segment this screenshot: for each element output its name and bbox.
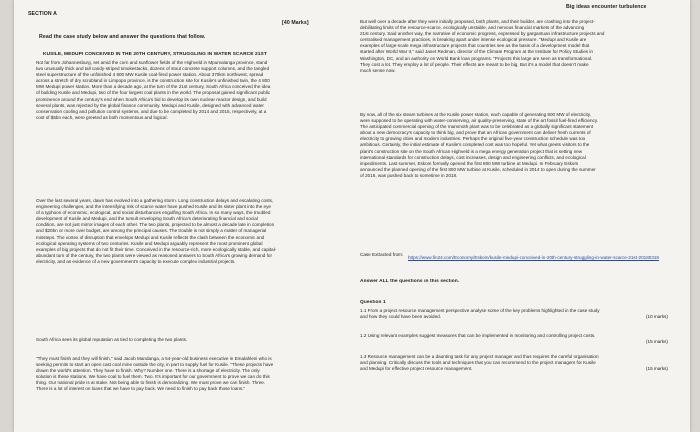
text-line: MW Medupi power station. More than a decade ago, at the turn of the 21st century, South Africa conceived the idea	[36, 84, 271, 90]
text-line: impediments. Last summer, Eskom formally opened the first 800 MW turbine at Medupi. In February Eskom	[360, 160, 579, 166]
case-title: KUSILE, MEDUPI CONCEIVED IN THE 20TH CENTURY, STRUGGLING IN WATER SCARCE 21ST	[43, 52, 267, 57]
text-line: prominence around the century's end when South Africa's bid to develop its own nuclear reactor design, and build	[36, 96, 267, 102]
text-line: By now, all of the six steam turbines at the Kusile power station, each capable of generating 800 MW of electricity,	[360, 112, 591, 117]
text-line: two unusually thick and tall candy-striped smokestacks, dozens of stout concrete support columns, and the tangled	[36, 66, 270, 72]
text-line: 1.2 Using relevant examples suggest measures that can be implemented in monitoring and controlling project costs.	[360, 333, 596, 338]
text-line: There is a lot of interest on loans that we have to pay back. We need to finish to pay back those loans."	[36, 386, 246, 392]
text-line: cost of $5bn each, were greeted as both momentous and logical.	[36, 114, 168, 120]
question-1-2-marks: (15 marks)	[646, 339, 668, 344]
text-line: 21st century. Said another way, the narrative of economic progress, expressed by gargantuan infrastructure projects and	[360, 31, 605, 37]
text-line: South Africa sees its global reputation as tied to completing the two plants.	[36, 337, 188, 342]
text-line: and $20bn or more over budget, are among the principal causes. The trouble is not simply a matter of managerial	[36, 228, 267, 234]
text-line: seeking permits to start an open cast coal mine outside the city, in part to supply fuel for Kusile. "These projects have	[36, 362, 274, 368]
text-line: Washington, DC, and an authority on World Bank loan programs. "Projects this large are seen as transformational.	[360, 55, 593, 61]
text-line: about a new democracy's capacity to think big, and prove that an African government can deliver fresh currents of	[360, 130, 591, 136]
source-link[interactable]	[408, 252, 678, 261]
case-paragraph-3	[36, 337, 342, 343]
question-1-1-marks: (10 marks)	[646, 314, 668, 319]
right-paragraph-2	[360, 112, 682, 179]
section-marks: [40 Marks]	[282, 20, 309, 26]
text-line: solution is these stations. We have coal to fuel them. Two. It's important for our government to prove we can do this	[36, 374, 270, 380]
section-heading: SECTION A	[28, 11, 57, 17]
text-line: several plants, was rejected by the global finance community. Medupi and Kusile, designed with advanced water	[36, 102, 264, 108]
text-line: drawn the world's attention. They have to finish. Why? Number one. There is a shortage of electricity. The only	[36, 368, 260, 374]
text-line: of a typhoon of economic, ecological, and social disturbances engulfing South Africa. In so many ways, the troubled	[36, 210, 271, 216]
case-paragraph-1	[36, 60, 342, 121]
exam-page	[14, 0, 690, 432]
source-url[interactable]: https://www.fin24.com/Economy/Eskom/kusile-medupi-conceived-in-20th-century-struggling-in-water-scarce-21st-20180318	[408, 255, 659, 260]
text-line: condition, are not just mirror images of each other. The two plants, projected to be almost a decade late in completion	[36, 222, 275, 228]
text-line: Not far from Johannesburg, set amid the corn and sunflower fields of the Highveld in Mpumalanga province, stand	[36, 60, 268, 65]
text-line: The anticipated commercial opening of the mammoth plant was to be celebrated as a globally significant statement	[360, 124, 594, 130]
question-1-label: Question 1	[360, 300, 386, 305]
text-line: 1.1 From a project resource management perspective analyse some of the key problems highlighted in the case study	[360, 308, 600, 313]
text-line: were supposed to be operating with water-conserving, air quality-preserving, state of the art fossil fuel-fired efficiency.	[360, 118, 599, 124]
question-1-3-marks: (15 marks)	[646, 366, 668, 371]
text-line: debilitating limits of the resource-scarce, ecologically unstable, and nervous financial markets of the advancing	[360, 25, 585, 31]
text-line: ambitious. Certainly, the initial estimate of Kusile's completed cost was too hopeful. Yet what greets visitors to the	[360, 142, 590, 148]
right-paragraph-1	[360, 19, 682, 74]
question-1-1	[360, 308, 682, 320]
text-line: development of Kusile and Medupi, and the tumult enveloping South Africa's deteriorating financial and social	[36, 216, 258, 222]
text-line: centralised management practices, is breaking apart under intense ecological pressure. "Medupi and Kusile are	[360, 37, 587, 43]
text-line: international standards for construction delays, cost increases, design and engineering conflicts, and ecological	[360, 154, 586, 160]
question-1-2	[360, 333, 682, 339]
subheading: Big ideas encounter turbulence	[566, 4, 647, 10]
text-line: and planning. Critically discuss the tools and techniques that you can recommend to the project managers for Kusile	[360, 360, 596, 366]
text-line: examples of large-scale mega infrastructure projects that countries see as the basis of a development model that	[360, 43, 590, 49]
text-line: of 2016, was pushed back to sometime in 2018.	[360, 172, 458, 178]
text-line: "They must finish and they will finish," said Jacob Mandanga, a 54-year-old business executive in Emalahleni who is	[36, 356, 272, 361]
source-label: Case Extracted from:	[360, 252, 404, 257]
text-line: But well over a decade after they were initially proposed, both plants, and their builder, are crashing into the project-	[360, 19, 595, 24]
text-line: engineering challenges, and the intensifying risk of scarce water have pushed Kusile and its sister plant into the eye	[36, 204, 271, 210]
case-paragraph-2	[36, 198, 342, 265]
text-line: They cost a lot. They employ a lot of people. Their effects are meant to be big. But it's a model that doesn't make	[360, 61, 589, 67]
text-line: plant's construction site on the South African Highveld is a mega energy generation project that is setting new	[360, 148, 583, 154]
text-line: steel superstructure of the unfinished 4 800 MW Kusile coal-fired power station. About 370km northwest, spread	[36, 72, 264, 78]
text-line: of building Kusile and Medupi, two of the four largest coal plants in the world. The proposal gained significant public	[36, 90, 271, 96]
question-1-3	[360, 354, 682, 372]
text-line: and how they could have been avoided.	[360, 314, 441, 320]
text-line: electricity to growing cities and modern industries. Perhaps the original five-year construction schedule was too	[360, 136, 586, 142]
text-line: missteps. The vortex of disruption that envelops Medupi and Kusile reflects the clash between the economic and	[36, 234, 265, 240]
instruction-text: Read the case study below and answer the questions that follow.	[39, 34, 206, 40]
text-line: electricity, and as evidence of a new government's capacity to execute complex industrial projects.	[36, 258, 236, 264]
text-line: and Medupi for effective project resource management.	[360, 366, 473, 372]
answer-all-instruction: Answer ALL the questions in this section.	[360, 279, 460, 284]
text-line: 1.3 Resource management can be a daunting task for any project manager and thus requires the careful organisation	[360, 354, 599, 359]
text-line: across a stretch of dry scrubland in Limpopo province, is the construction site for Kusile's unfinished twin, the 4 800	[36, 78, 270, 84]
text-line: abundant turn of the century, the two plants were viewed as reasoned answers to South Africa's growing demand for	[36, 252, 272, 258]
text-line: much sense now.	[360, 67, 396, 73]
case-paragraph-4	[36, 356, 342, 393]
text-line: conservation cooling and pollution control systems, and due to be completed by 2014 and 2015, respectively, at a	[36, 108, 267, 114]
text-line: examples of big projects that do not fit their time. Conceived in the resource-rich, more ecologically stable, and capital-	[36, 246, 277, 252]
text-line: Over the last several years, dawn has evolved into a gathering storm. Long construction delays and escalating costs,	[36, 198, 274, 203]
text-line: started after World War II," said Janet Redman, director of the Climate Program at the Institute for Policy Studies in	[360, 49, 593, 55]
text-line: thing. Our national pride is at stake. Not being able to finish is demoralizing. We must prove we can finish. Three.	[36, 380, 266, 386]
text-line: ecological operating systems of two centuries. Kusile and Medupi arguably represent the most prominent global	[36, 240, 263, 246]
text-line: announced the planned opening of the first 800 MW turbine at Kusile, scheduled in 2014 to open during the summer	[360, 166, 596, 172]
